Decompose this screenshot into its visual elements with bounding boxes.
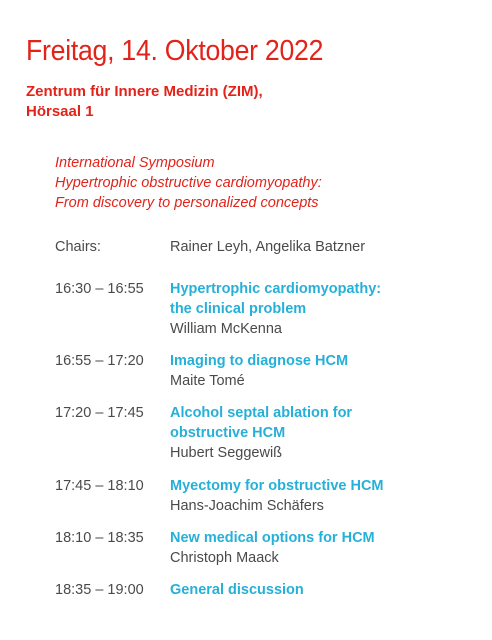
session-title-line: Hypertrophic cardiomyopathy: [170, 281, 382, 297]
symposium-line: From discovery to personalized concepts [55, 195, 319, 211]
venue-line: Hörsaal 1 [26, 103, 94, 120]
session-body [170, 528, 470, 568]
session-title-line: obstructive HCM [170, 425, 286, 441]
session-speaker: Hans-Joachim Schäfers [170, 498, 324, 514]
session-body [170, 476, 470, 516]
session-time: 17:45 – 18:10 [55, 478, 144, 494]
chairs-label: Chairs: [55, 239, 101, 255]
session-title [170, 580, 470, 600]
session-title-line: Imaging to diagnose HCM [170, 353, 349, 369]
session-title [170, 476, 470, 496]
session-title-line: General discussion [170, 582, 304, 598]
session-title [170, 403, 470, 443]
session-body [170, 351, 470, 391]
session-speaker: Hubert Seggewiß [170, 445, 283, 461]
session-speaker: Maite Tomé [170, 373, 245, 389]
session-body [170, 279, 470, 339]
session-time: 18:35 – 19:00 [55, 582, 144, 598]
session-speaker: Christoph Maack [170, 550, 279, 566]
session-title [170, 351, 470, 371]
symposium-heading [55, 153, 322, 213]
session-title-line: Alcohol septal ablation for [170, 405, 353, 421]
session-title [170, 528, 470, 548]
session-title-line: Myectomy for obstructive HCM [170, 478, 384, 494]
symposium-line: International Symposium [55, 155, 215, 171]
session-time: 16:55 – 17:20 [55, 353, 144, 369]
session-title-line: New medical options for HCM [170, 530, 375, 546]
session-time: 16:30 – 16:55 [55, 281, 144, 297]
symposium-line: Hypertrophic obstructive cardiomyopathy: [55, 175, 322, 191]
session-body [170, 580, 470, 600]
chairs-names: Rainer Leyh, Angelika Batzner [170, 239, 366, 255]
page-title: Freitag, 14. Oktober 2022 [26, 35, 324, 67]
session-title [170, 279, 470, 319]
session-time: 18:10 – 18:35 [55, 530, 144, 546]
session-time: 17:20 – 17:45 [55, 405, 144, 421]
session-body [170, 403, 470, 463]
session-title-line: the clinical problem [170, 301, 307, 317]
venue-line: Zentrum für Innere Medizin (ZIM), [26, 83, 263, 100]
venue [26, 82, 263, 122]
session-speaker: William McKenna [170, 321, 282, 337]
